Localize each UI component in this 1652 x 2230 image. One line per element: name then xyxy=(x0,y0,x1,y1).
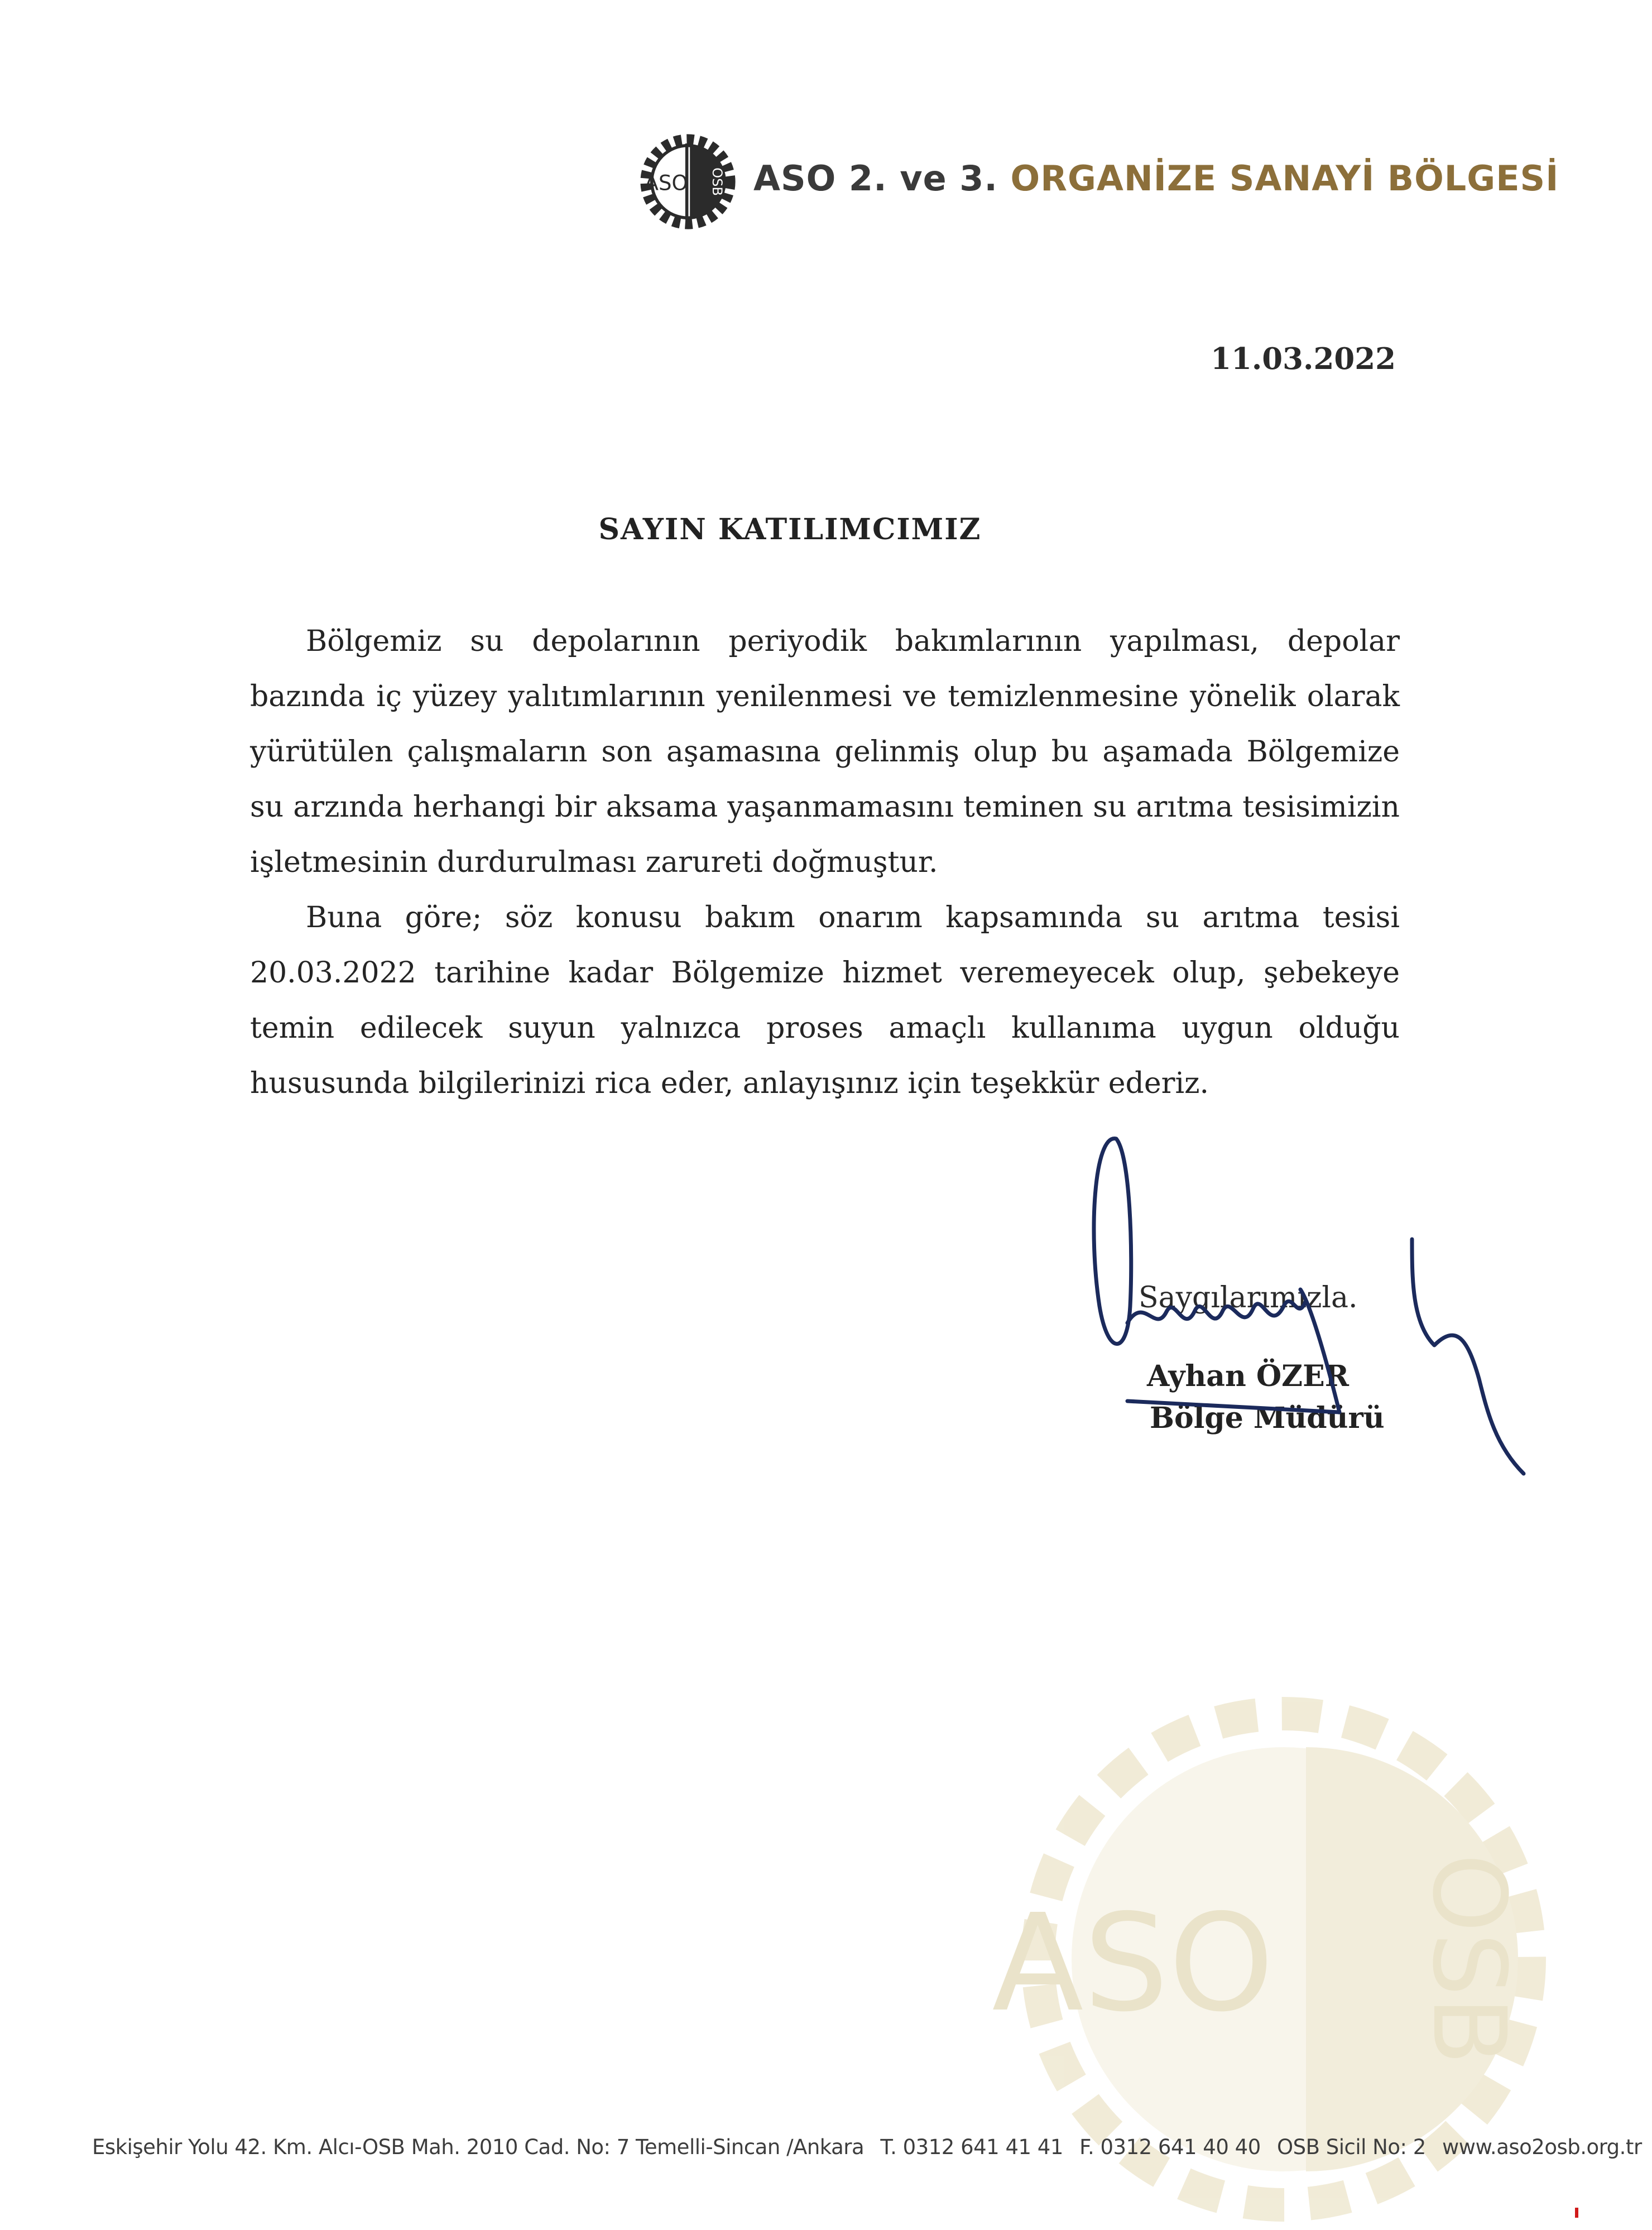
letter-body xyxy=(250,614,1400,1111)
edge-mark xyxy=(1575,2208,1578,2218)
body-paragraph-1: Bölgemiz su depolarının periyodik bakımlarının yapılması, depolar bazında iç yüzey yalıtımlarının yenilenmesi ve temizlenmesine yönelik olarak yürütülen çalışmaların son aşamasına gelinmiş olup bu aşamada Bölgemize su arzında herhangi bir aksama yaşanmamasını teminen su arıtma tesisimizin işletmesinin durdurulması zarureti doğmuştur. xyxy=(250,625,1400,879)
signer-name: Ayhan ÖZER xyxy=(1147,1359,1349,1393)
closing-greeting: Saygılarımızla. xyxy=(1139,1281,1358,1315)
logo-text-right: OSB xyxy=(709,167,725,196)
organization-title xyxy=(753,158,1559,199)
logo-text-left: ASO xyxy=(644,171,688,195)
aso-osb-watermark-icon xyxy=(949,1697,1580,2177)
footer-contact xyxy=(92,2135,1652,2159)
footer-website[interactable]: www.aso2osb.org.tr xyxy=(1442,2135,1642,2159)
body-paragraph-2: Buna göre; söz konusu bakım onarım kapsamında su arıtma tesisi 20.03.2022 tarihine kadar Bölgemize hizmet veremeyecek olup, şebekeye temin edilecek suyun yalnızca proses amaçlı kullanıma uygun olduğu hususunda bilgilerinizi rica eder, anlayışınız için teşekkür ederiz. xyxy=(250,901,1400,1100)
signer-title: Bölge Müdürü xyxy=(1150,1401,1385,1435)
footer-address: Eskişehir Yolu 42. Km. Alcı-OSB Mah. 2010 Cad. No: 7 Temelli-Sincan /Ankara xyxy=(92,2135,865,2159)
salutation-heading: SAYIN KATILIMCIMIZ xyxy=(598,512,982,546)
aso-osb-logo-icon xyxy=(636,130,739,233)
watermark-text-left: ASO xyxy=(992,1885,1274,2041)
footer-registry: OSB Sicil No: 2 xyxy=(1277,2135,1426,2159)
footer-phone: T. 0312 641 41 41 xyxy=(880,2135,1063,2159)
handwritten-signature-icon xyxy=(1077,1122,1535,1485)
organization-title-prefix: ASO 2. ve 3. xyxy=(753,158,998,199)
footer-fax: F. 0312 641 40 40 xyxy=(1079,2135,1261,2159)
watermark-text-right: OSB xyxy=(1410,1853,1527,2065)
organization-title-suffix: ORGANİZE SANAYİ BÖLGESİ xyxy=(1010,158,1559,199)
letter-date: 11.03.2022 xyxy=(1211,342,1396,376)
letterhead xyxy=(636,126,1559,243)
